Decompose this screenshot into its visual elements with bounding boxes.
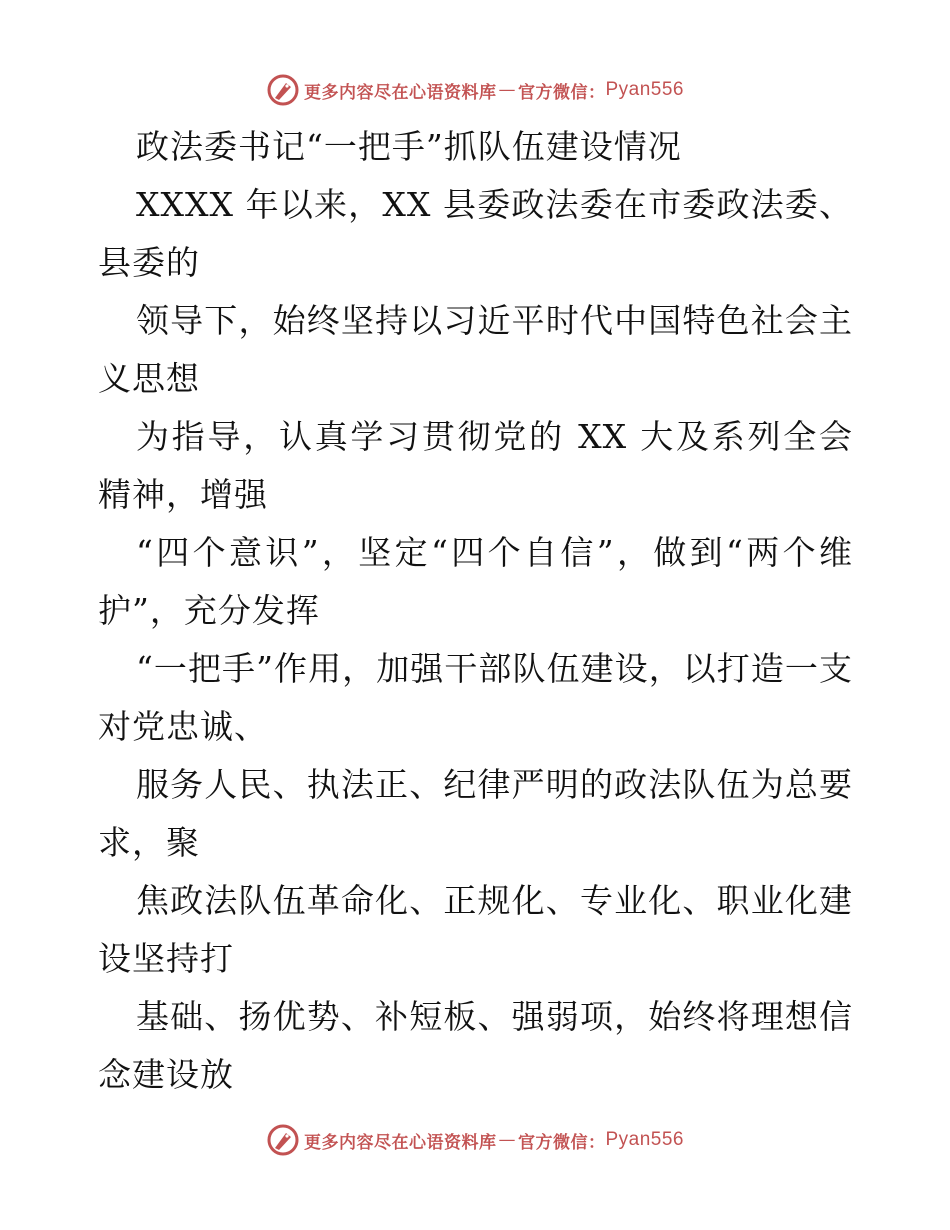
pen-nib-logo-icon: [266, 1123, 300, 1157]
paragraph-line: “四个意识”，坚定“四个自信”，做到“两个维护”，充分发挥: [98, 533, 853, 630]
paragraph-line: “一把手”作用，加强干部队伍建设，以打造一支对党忠诚、: [98, 649, 853, 746]
watermark-separator: —: [498, 80, 516, 100]
watermark-site-text: 更多内容尽在心语资料库: [303, 82, 497, 103]
watermark-separator: —: [498, 1130, 516, 1150]
paragraph-line: 焦政法队伍革命化、正规化、专业化、职业化建设坚持打: [98, 881, 853, 978]
paragraph-line: 基础、扬优势、补短板、强弱项，始终将理想信念建设放: [98, 997, 853, 1094]
document-body: [98, 118, 853, 1104]
watermark-wechat-label: 官方微信：: [517, 82, 606, 103]
paragraph-line: 领导下，始终坚持以习近平时代中国特色社会主义思想: [98, 301, 853, 398]
paragraph-line: 服务人民、执法正、纪律严明的政法队伍为总要求，聚: [98, 765, 853, 862]
paragraph-line: 为指导，认真学习贯彻党的 XX 大及系列全会精神，增强: [98, 417, 853, 514]
watermark-wechat-id: Pyan556: [605, 79, 684, 100]
watermark-header: [0, 70, 950, 110]
paragraph-line: XXXX 年以来，XX 县委政法委在市委政法委、县委的: [98, 185, 853, 282]
watermark-site-text: 更多内容尽在心语资料库: [303, 1132, 497, 1153]
watermark-wechat-label: 官方微信：: [517, 1132, 606, 1153]
watermark-wechat-id: Pyan556: [605, 1129, 684, 1150]
document-title: 政法委书记“一把手”抓队伍建设情况: [136, 127, 682, 166]
watermark-footer: [0, 1120, 950, 1160]
pen-nib-logo-icon: [266, 73, 300, 107]
